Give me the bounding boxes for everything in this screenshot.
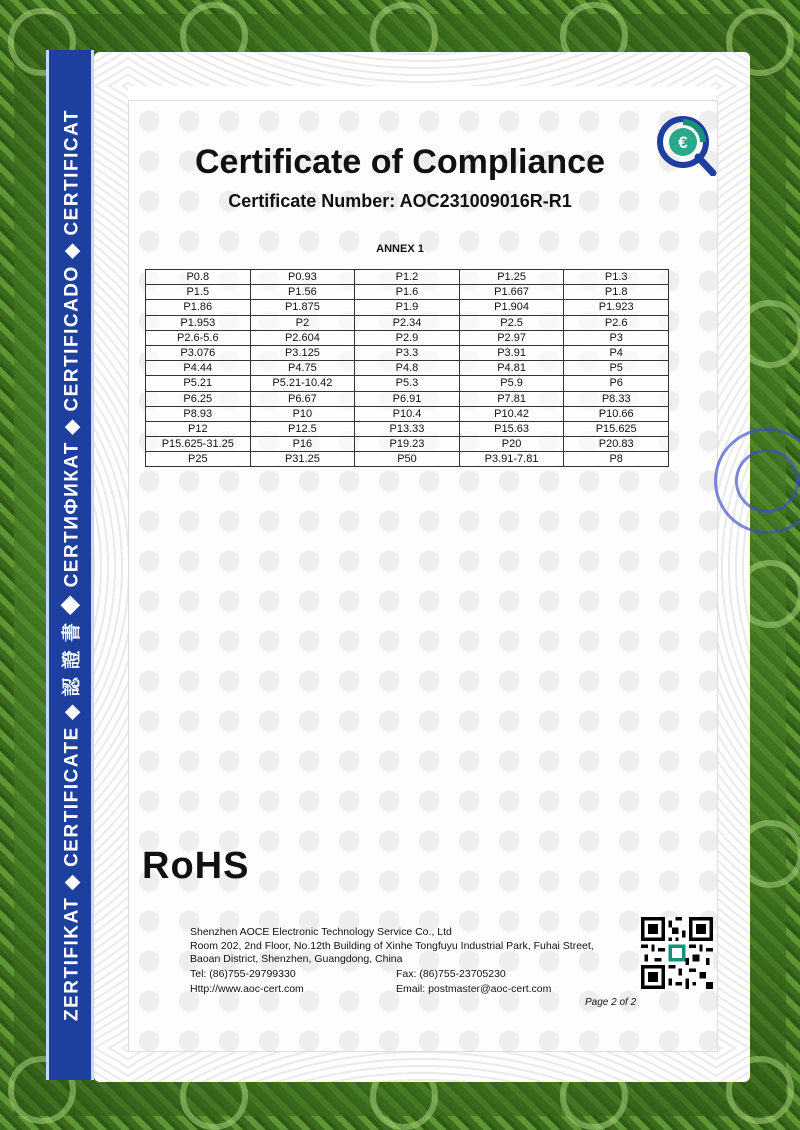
table-row (146, 330, 669, 345)
table-cell: P10 (250, 406, 355, 421)
table-cell: P1.9 (355, 300, 460, 315)
table-cell: P0.8 (146, 270, 251, 285)
table-row (146, 361, 669, 376)
table-cell: P6.91 (355, 391, 460, 406)
table-row (146, 391, 669, 406)
table-cell: P3.91-7.81 (459, 452, 564, 467)
table-cell: P2 (250, 315, 355, 330)
table-cell: P1.6 (355, 285, 460, 300)
fax: Fax: (86)755-23705230 (396, 968, 506, 980)
table-row (146, 270, 669, 285)
table-cell: P1.56 (250, 285, 355, 300)
website-link[interactable]: Http://www.aoc-cert.com (190, 983, 304, 995)
rohs-mark: RoHS (142, 845, 250, 887)
model-list-table (145, 269, 669, 467)
annex-heading: ANNEX 1 (376, 243, 424, 255)
table-cell: P8.33 (564, 391, 669, 406)
table-row (146, 300, 669, 315)
table-cell: P4.75 (250, 361, 355, 376)
table-cell: P1.86 (146, 300, 251, 315)
table-row (146, 452, 669, 467)
page-number: Page 2 of 2 (585, 997, 637, 1008)
table-row (146, 345, 669, 360)
table-cell: P5.9 (459, 376, 564, 391)
table-cell: P8 (564, 452, 669, 467)
table-row (146, 376, 669, 391)
address-line-1: Room 202, 2nd Floor, No.12th Building of Xinhe Tongfuyu Industrial Park, Fuhai Street, (190, 940, 594, 952)
table-cell: P2.6 (564, 315, 669, 330)
table-cell: P31.25 (250, 452, 355, 467)
certificate-number: Certificate Number: AOC231009016R-R1 (228, 191, 572, 211)
table-cell: P50 (355, 452, 460, 467)
table-cell: P6.67 (250, 391, 355, 406)
table-cell: P12.5 (250, 421, 355, 436)
table-cell: P15.625-31.25 (146, 437, 251, 452)
table-cell: P2.34 (355, 315, 460, 330)
table-row (146, 437, 669, 452)
address-line-2: Baoan District, Shenzhen, Guangdong, China (190, 953, 403, 965)
tel: Tel: (86)755-29799330 (190, 968, 296, 980)
table-cell: P4.44 (146, 361, 251, 376)
table-cell: P6 (564, 376, 669, 391)
table-cell: P20 (459, 437, 564, 452)
table-cell: P10.42 (459, 406, 564, 421)
email-link[interactable]: Email: postmaster@aoc-cert.com (396, 983, 552, 995)
table-cell: P10.66 (564, 406, 669, 421)
table-cell: P15.63 (459, 421, 564, 436)
company-name: Shenzhen AOCE Electronic Technology Service Co., Ltd (190, 926, 452, 938)
table-cell: P1.904 (459, 300, 564, 315)
table-cell: P2.9 (355, 330, 460, 345)
table-cell: P15.625 (564, 421, 669, 436)
table-cell: P25 (146, 452, 251, 467)
table-row (146, 285, 669, 300)
table-cell: P12 (146, 421, 251, 436)
table-cell: P1.8 (564, 285, 669, 300)
table-cell: P20.83 (564, 437, 669, 452)
table-cell: P16 (250, 437, 355, 452)
table-cell: P1.667 (459, 285, 564, 300)
table-cell: P13.33 (355, 421, 460, 436)
table-cell: P2.604 (250, 330, 355, 345)
table-cell: P1.2 (355, 270, 460, 285)
table-cell: P4 (564, 345, 669, 360)
qr-code-icon (641, 917, 713, 989)
table-cell: P7.81 (459, 391, 564, 406)
table-row (146, 315, 669, 330)
table-cell: P1.923 (564, 300, 669, 315)
table-cell: P1.5 (146, 285, 251, 300)
certificate-title: Certificate of Compliance (195, 143, 605, 181)
table-cell: P4.8 (355, 361, 460, 376)
table-cell: P5 (564, 361, 669, 376)
table-cell: P3.3 (355, 345, 460, 360)
table-cell: P3.076 (146, 345, 251, 360)
table-row (146, 406, 669, 421)
table-cell: P0.93 (250, 270, 355, 285)
table-cell: P3.125 (250, 345, 355, 360)
vertical-band-text: ZERTIFIKAT ◆ CERTIFICATE ◆ 認 證 書 ◆ CERTИФИКАТ ◆ CERTIFICADO ◆ CERTIFICAT (61, 109, 83, 1021)
table-cell: P2.97 (459, 330, 564, 345)
table-cell: P5.3 (355, 376, 460, 391)
table-cell: P3.91 (459, 345, 564, 360)
table-cell: P1.3 (564, 270, 669, 285)
table-cell: P1.875 (250, 300, 355, 315)
table-cell: P10.4 (355, 406, 460, 421)
table-cell: P6.25 (146, 391, 251, 406)
table-cell: P2.5 (459, 315, 564, 330)
table-cell: P19.23 (355, 437, 460, 452)
table-cell: P5.21 (146, 376, 251, 391)
table-cell: P1.25 (459, 270, 564, 285)
table-cell: P4.81 (459, 361, 564, 376)
stamp-inner-ring (735, 449, 799, 513)
table-cell: P5.21-10.42 (250, 376, 355, 391)
svg-text:€: € (678, 133, 688, 152)
table-cell: P3 (564, 330, 669, 345)
table-row (146, 421, 669, 436)
table-cell: P1.953 (146, 315, 251, 330)
table-cell: P2.6-5.6 (146, 330, 251, 345)
table-cell: P8.93 (146, 406, 251, 421)
